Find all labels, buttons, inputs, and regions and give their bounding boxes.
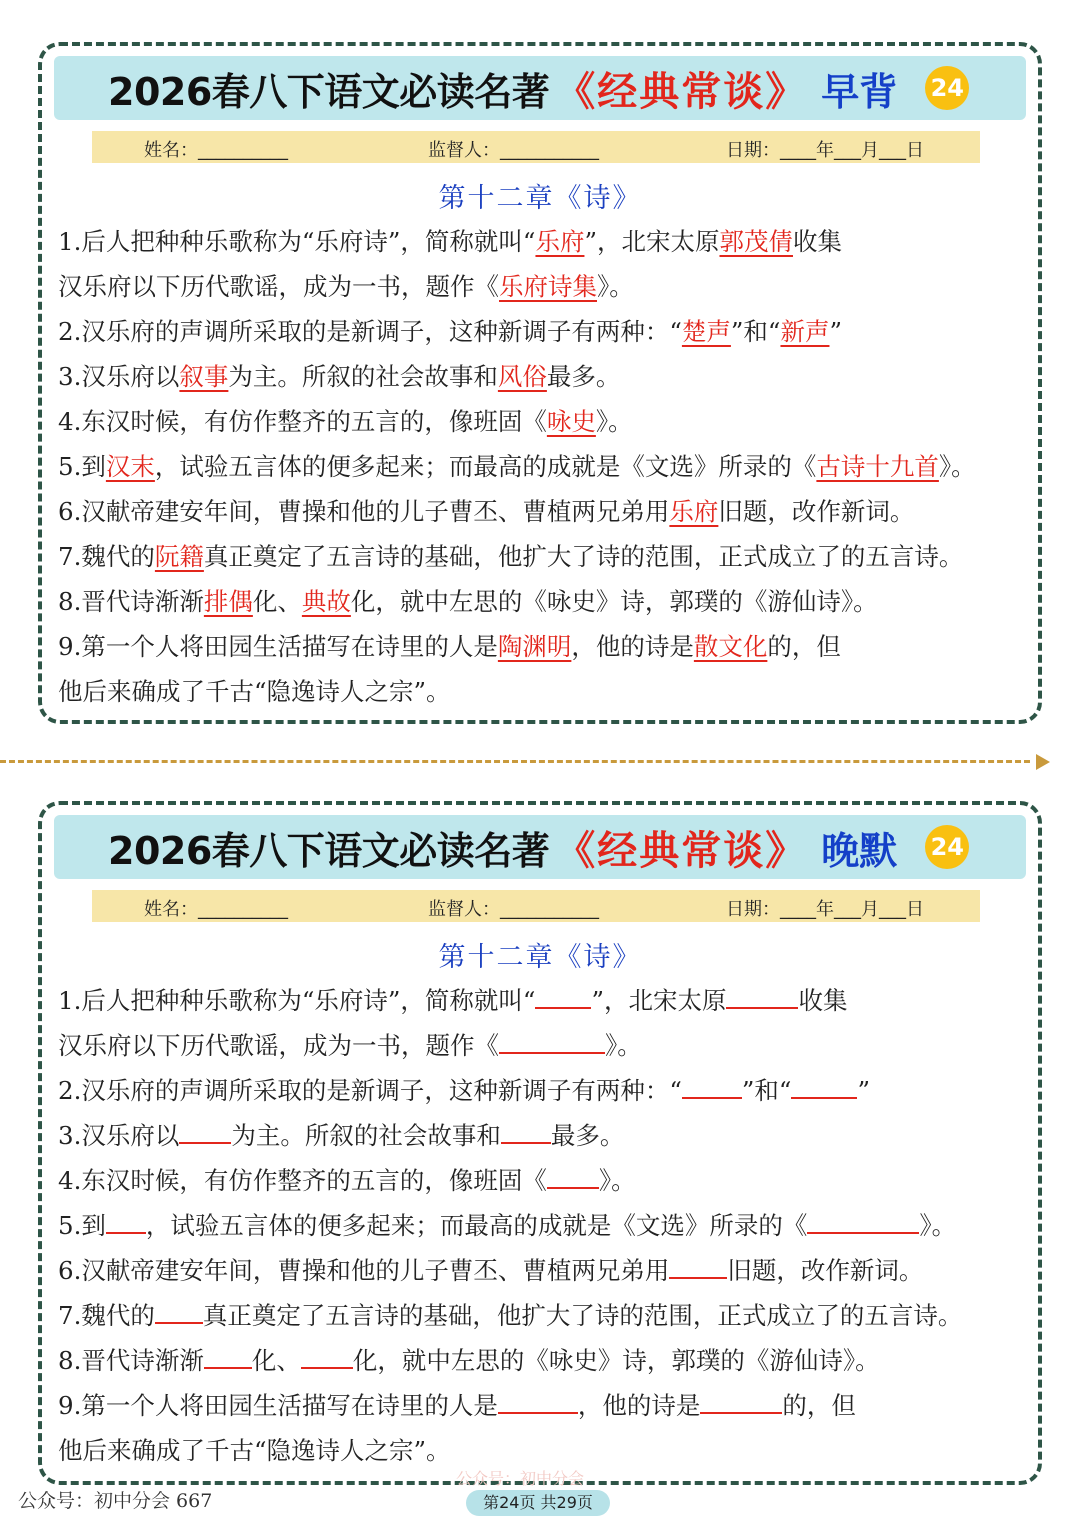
text-line: 7.魏代的阮籍真正奠定了五言诗的基础，他扩大了诗的范围，正式成立了的五言诗。: [58, 542, 964, 571]
text-line: 1.后人把种种乐歌称为“乐府诗”，简称就叫“ ”，北宋太原 收集: [58, 986, 848, 1015]
text-line: 4.东汉时候，有仿作整齐的五言的，像班固《 》。: [58, 1166, 636, 1195]
answer-blank[interactable]: [726, 985, 798, 1009]
chapter-title: 第十二章《诗》: [438, 183, 642, 214]
text-line: 8.晋代诗渐渐 化、 化，就中左思的《咏史》诗，郭璞的《游仙诗》。: [58, 1346, 880, 1375]
answer: 叙事: [179, 362, 229, 391]
supervisor-field: 监督人：___________: [428, 140, 599, 161]
answer: 典故: [301, 587, 351, 616]
answer-blank[interactable]: [700, 1390, 782, 1414]
text-line: 他后来确成了千古“隐逸诗人之宗”。: [58, 677, 451, 706]
answer-blank[interactable]: [547, 1165, 599, 1189]
watermark: 公众号：初中分会: [456, 1469, 585, 1488]
answer: 汉末: [105, 452, 155, 481]
morning-recite-card: [38, 42, 1042, 724]
answer-blank[interactable]: [535, 985, 591, 1009]
answer: 楚声: [681, 317, 731, 346]
blank-text: [58, 978, 1033, 1473]
answer-blank[interactable]: [791, 1075, 857, 1099]
text-line: 9.第一个人将田园生活描写在诗里的人是陶渊明，他的诗是散文化的，但: [58, 632, 841, 661]
answer-text: [58, 219, 1033, 714]
answer: 陶渊明: [497, 632, 572, 661]
answer: 咏史: [546, 407, 596, 436]
answer: 乐府诗集: [499, 272, 597, 301]
answer-blank[interactable]: [669, 1255, 727, 1279]
answer-blank[interactable]: [155, 1300, 203, 1324]
answer: 阮籍: [154, 542, 204, 571]
text-line: 1.后人把种种乐歌称为“乐府诗”，简称就叫“乐府”，北宋太原郭茂倩收集: [58, 227, 842, 256]
text-line: 4.东汉时候，有仿作整齐的五言的，像班固《咏史》。: [58, 407, 633, 436]
page-indicator: 第24页 共29页: [466, 1490, 610, 1516]
answer: 风俗: [497, 362, 547, 391]
supervisor-field: 监督人：___________: [428, 899, 599, 920]
date-field: 日期：____年___月___日: [726, 140, 924, 161]
answer-blank[interactable]: [498, 1390, 578, 1414]
text-line: 5.到 ，试验五言体的便多起来；而最高的成就是《文选》所录的《 》。: [58, 1211, 957, 1240]
day-badge: 24: [925, 66, 969, 110]
title-main: 2026春八下语文必读名著: [108, 69, 550, 114]
text-line: 6.汉献帝建安年间，曹操和他的儿子曹丕、曹植两兄弟用 旧题，改作新词。: [58, 1256, 924, 1285]
text-line: 汉乐府以下历代歌谣，成为一书，题作《 》。: [58, 1031, 642, 1060]
title-mode: 晚默: [821, 828, 898, 873]
info-bar: [92, 131, 980, 163]
text-line: 5.到汉末，试验五言体的便多起来；而最高的成就是《文选》所录的《古诗十九首》。: [58, 452, 976, 481]
answer: 新声: [780, 317, 830, 346]
day-badge: 24: [925, 825, 969, 869]
text-line: 汉乐府以下历代歌谣，成为一书，题作《乐府诗集》。: [58, 272, 634, 301]
title-book: 《经典常谈》: [555, 67, 808, 115]
answer: 郭茂倩: [719, 227, 793, 256]
account-label: 公众号：初中分会 667: [18, 1490, 213, 1512]
answer: 排偶: [203, 587, 253, 616]
answer-blank[interactable]: [106, 1210, 146, 1234]
answer: 乐府: [535, 227, 585, 256]
answer-blank[interactable]: [682, 1075, 742, 1099]
arrow-right-icon: [1036, 754, 1050, 770]
answer-blank[interactable]: [179, 1120, 231, 1144]
section-divider: [0, 760, 1030, 763]
title-mode: 早背: [821, 69, 898, 114]
chapter-title: 第十二章《诗》: [438, 942, 642, 973]
answer: 古诗十九首: [816, 452, 939, 481]
text-line: 9.第一个人将田园生活描写在诗里的人是 ，他的诗是 的，但: [58, 1391, 856, 1420]
text-line: 他后来确成了千古“隐逸诗人之宗”。: [58, 1436, 451, 1465]
text-line: 2.汉乐府的声调所采取的是新调子，这种新调子有两种：“楚声”和“新声”: [58, 317, 842, 346]
answer-blank[interactable]: [301, 1345, 353, 1369]
answer-blank[interactable]: [204, 1345, 252, 1369]
name-field: 姓名：__________: [144, 899, 288, 920]
answer-blank[interactable]: [501, 1120, 551, 1144]
date-field: 日期：____年___月___日: [726, 899, 924, 920]
text-line: 8.晋代诗渐渐排偶化、典故化，就中左思的《咏史》诗，郭璞的《游仙诗》。: [58, 587, 878, 616]
title-main: 2026春八下语文必读名著: [108, 828, 550, 873]
answer-blank[interactable]: [499, 1030, 605, 1054]
name-field: 姓名：__________: [144, 140, 288, 161]
answer: 乐府: [669, 497, 719, 526]
title-bar: [54, 56, 1026, 120]
title-bar: [54, 815, 1026, 879]
evening-dictation-card: [38, 801, 1042, 1485]
text-line: 2.汉乐府的声调所采取的是新调子，这种新调子有两种：“ ”和“ ”: [58, 1076, 870, 1105]
answer-blank[interactable]: [807, 1210, 919, 1234]
text-line: 6.汉献帝建安年间，曹操和他的儿子曹丕、曹植两兄弟用乐府旧题，改作新词。: [58, 497, 915, 526]
text-line: 3.汉乐府以 为主。所叙的社会故事和 最多。: [58, 1121, 625, 1150]
answer: 散文化: [693, 632, 768, 661]
title-book: 《经典常谈》: [555, 826, 808, 874]
text-line: 7.魏代的 真正奠定了五言诗的基础，他扩大了诗的范围，正式成立了的五言诗。: [58, 1301, 963, 1330]
text-line: 3.汉乐府以叙事为主。所叙的社会故事和风俗最多。: [58, 362, 621, 391]
info-bar: [92, 890, 980, 922]
